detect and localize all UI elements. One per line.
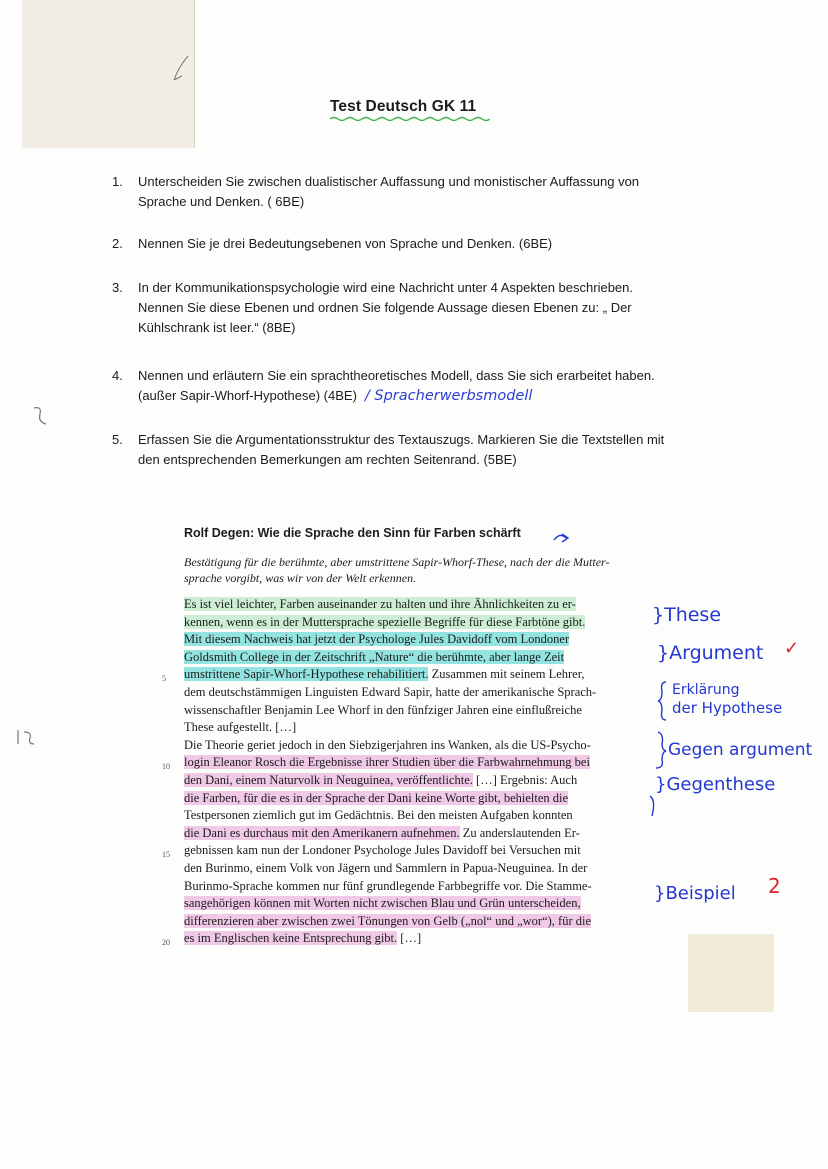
- handwritten-answer: / Spracherwerbsmodell: [364, 388, 533, 404]
- task-text: Sprache und Denken. ( 6BE): [138, 194, 305, 209]
- task-text: Nennen Sie diese Ebenen und ordnen Sie folgende Aussage diesen Ebenen zu: „ Der: [138, 300, 632, 315]
- article-line: [184, 631, 654, 649]
- annotation-beispiel: }Beispiel: [654, 883, 736, 904]
- annotation-argument: }Argument: [657, 642, 764, 664]
- highlighted-text: differenzieren aber zwischen zwei Tönungen von Gelb („nol“ und „wor“), für die: [184, 913, 592, 928]
- task-text: Unterscheiden Sie zwischen dualistischer Auffassung und monistischer Auffassung von: [138, 174, 640, 189]
- highlighted-text: Es ist viel leichter, Farben auseinander zu halten und ihre Ähnlichkeiten zu er-: [184, 597, 576, 611]
- task-number: 4.: [112, 368, 123, 383]
- highlighted-text: sangehörigen können mit Worten nicht zwischen Blau und Grün unterscheiden,: [184, 896, 581, 911]
- highlighted-text: die Farben, für die es in der Sprache der Dani keine Worte gibt, behielten die: [184, 790, 569, 805]
- article-text: Burinmo-Sprache kommen nur fünf grundlegende Farbbegriffe vor. Die Stamme-: [184, 878, 592, 893]
- article-line: [184, 772, 654, 790]
- article-line: [184, 737, 654, 755]
- article-line: [184, 878, 654, 896]
- article-line: [184, 860, 654, 878]
- article-title: Rolf Degen: Wie die Sprache den Sinn für Farben schärft: [184, 526, 521, 540]
- highlighted-text: kennen, wenn es in der Muttersprache spezielle Begriffe für diese Farbtöne gibt.: [184, 614, 586, 629]
- task-text: In der Kommunikationspsychologie wird eine Nachricht unter 4 Aspekten beschrieben.: [138, 280, 633, 295]
- task-text: den entsprechenden Bemerkungen am rechten Seitenrand. (5BE): [138, 452, 517, 467]
- line-number: 5: [162, 674, 166, 684]
- article-text: Testpersonen ziemlich gut im Gedächtnis. Bei den meisten Aufgaben konnten: [184, 808, 573, 823]
- article-text: dem deutschstämmigen Linguisten Edward Sapir, hatte der amerikanische Sprach-: [184, 684, 597, 699]
- article-line: [162, 754, 654, 772]
- article-text: […]: [397, 931, 422, 946]
- brace-mark: [656, 680, 670, 722]
- annotation-gegenargument: Gegen argument: [668, 740, 813, 760]
- paper-patch-bottom: [688, 934, 774, 1012]
- article-line: [184, 684, 654, 702]
- annotation-beispiel-number: 2: [768, 874, 781, 898]
- highlighted-text: es im Englischen keine Entsprechung gibt.: [184, 931, 398, 946]
- line-number: 20: [162, 938, 170, 948]
- annotation-these: }These: [652, 604, 722, 626]
- subtitle-line: Bestätigung für die berühmte, aber umstrittene Sapir-Whorf-These, nach der die Mutter-: [184, 555, 610, 569]
- article-line: [184, 790, 654, 808]
- article-body: [162, 596, 654, 948]
- annotation-erklaerung-2: der Hypothese: [672, 699, 783, 717]
- article-line: [184, 807, 654, 825]
- task-text: (außer Sapir-Whorf-Hypothese) (4BE): [138, 388, 357, 403]
- task-number: 2.: [112, 236, 123, 251]
- article-text: gebnissen kam nun der Londoner Psychologe Jules Davidoff bei Versuchen mit: [184, 843, 581, 858]
- line-number: 15: [162, 850, 170, 860]
- task-number: 5.: [112, 432, 123, 447]
- task-text: Nennen und erläutern Sie ein sprachtheoretisches Modell, dass Sie sich erarbeitet haben.: [138, 368, 655, 383]
- task-text: Erfassen Sie die Argumentationsstruktur des Textauszugs. Markieren Sie die Textstellen mit: [138, 432, 665, 447]
- task-number: 3.: [112, 280, 123, 295]
- highlighted-text: umstrittene Sapir-Whorf-Hypothese rehabilitiert.: [184, 667, 429, 682]
- annotation-erklaerung-1: Erklärung: [672, 682, 740, 698]
- article-text: Die Theorie geriet jedoch in den Siebzigerjahren ins Wanken, als die US-Psycho-: [184, 737, 591, 752]
- highlighted-text: Mit diesem Nachweis hat jetzt der Psychologe Jules Davidoff vom Londoner: [184, 632, 570, 647]
- article-line: [184, 825, 654, 843]
- article-line: [184, 913, 654, 931]
- page-title: Test Deutsch GK 11: [330, 98, 477, 115]
- pencil-margin-mark: [14, 726, 38, 750]
- article-line: [162, 930, 654, 948]
- brace-mark: [646, 794, 660, 818]
- article-line: [184, 702, 654, 720]
- article-text: Zusammen mit seinem Lehrer,: [428, 667, 585, 682]
- annotation-gegenthese: }Gegenthese: [655, 774, 776, 795]
- article-line: [184, 614, 654, 632]
- article-text: Zu anderslautenden Er-: [459, 825, 580, 840]
- task-number: 1.: [112, 174, 123, 189]
- article-line: [184, 596, 654, 614]
- highlighted-text: Goldsmith College in der Zeitschrift „Nature“ die berühmte, aber lange Zeit: [184, 649, 565, 664]
- article-line: [162, 666, 654, 684]
- pencil-margin-mark: [30, 404, 50, 430]
- red-check-icon: ✓: [784, 638, 800, 658]
- task-text: Nennen Sie je drei Bedeutungsebenen von Sprache und Denken. (6BE): [138, 236, 553, 251]
- highlighted-text: login Eleanor Rosch die Ergebnisse ihrer Studien über die Farbwahrnehmung bei: [184, 755, 590, 770]
- task-text: Kühlschrank ist leer.“ (8BE): [138, 320, 296, 335]
- handwritten-arrow-icon: [552, 530, 572, 544]
- article-line: [162, 842, 654, 860]
- subtitle-line: sprache vorgibt, was wir von der Welt erkennen.: [184, 571, 417, 585]
- article-line: [184, 895, 654, 913]
- title-spellcheck-squiggle: [330, 116, 490, 122]
- highlighted-text: den Dani, einem Naturvolk in Neuguinea, veröffentlichte.: [184, 772, 473, 787]
- pencil-margin-mark: [168, 54, 192, 84]
- highlighted-text: die Dani es durchaus mit den Amerikanern aufnehmen.: [184, 825, 460, 840]
- line-number: 10: [162, 762, 170, 772]
- article-text: These aufgestellt. […]: [184, 720, 297, 735]
- article-text: wissenschaftler Benjamin Lee Whorf in den fünfziger Jahren eine einflußreiche: [184, 702, 582, 717]
- brace-mark: [654, 730, 668, 770]
- article-line: [184, 719, 654, 737]
- article-text: den Burinmo, einem Volk von Jägern und Sammlern in Papua-Neuguinea. In der: [184, 860, 588, 875]
- article-subtitle: [184, 554, 654, 586]
- article-line: [184, 649, 654, 667]
- article-text: […] Ergebnis: Auch: [472, 772, 578, 787]
